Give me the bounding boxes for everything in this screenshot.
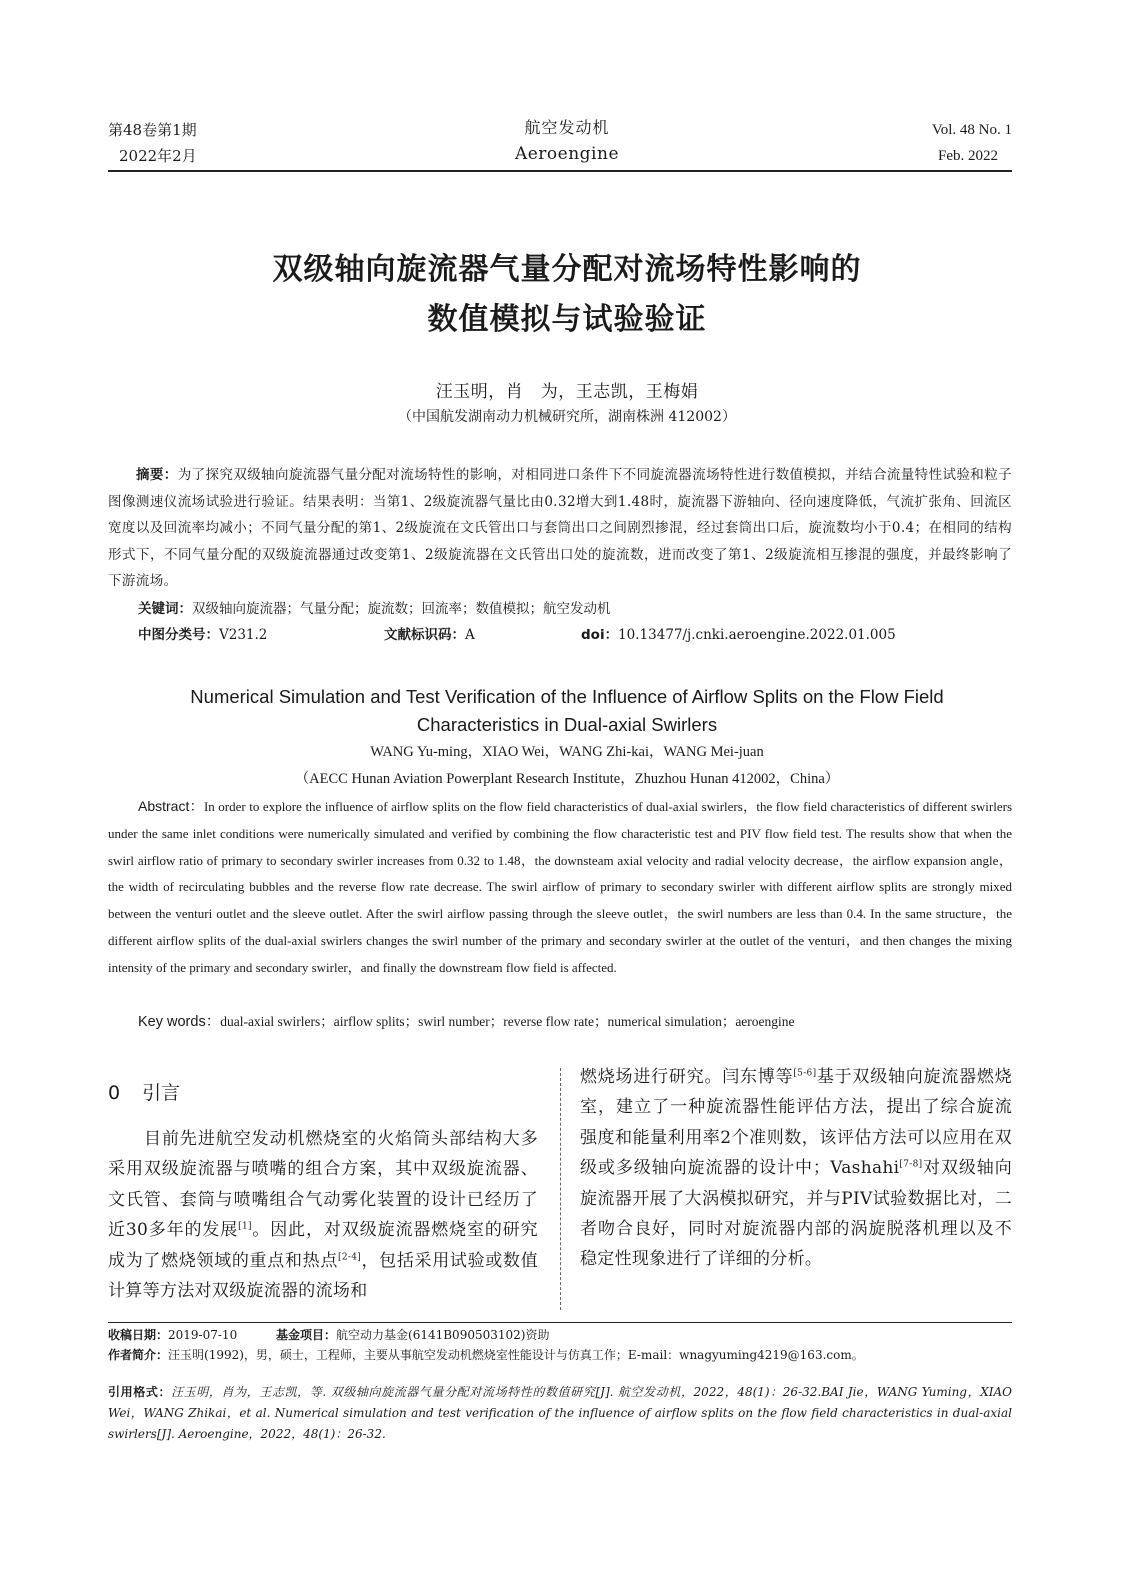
intro-text-5: 基于双级轴向旋流器燃烧室，建立了一种旋流器性能评估方法，提出了综合旋流强度和能量利用率2个准则数，该评估方法可以应用在双级或多级轴向旋流器的设计中；Vashahi	[580, 1067, 1012, 1179]
received-value: 2019-07-10	[168, 1328, 238, 1342]
abstract-en-text: In order to explore the influence of airflow splits on the flow field characteristics of dual-axial swirlers，the flow field characteristics of different swirlers under the same inlet conditions were numerically simulated and verified by combining the flow characteristic test and PIV flow field test. The results show that when the swirl airflow ratio of primary to secondary swirler increases from 0.32 to 1.48，the downsteam axial velocity and radial velocity decrease，the airflow expansion angle，the width of recirculating bubbles and the reverse flow rate decrease. The swirl airflow of primary to secondary swirler with different airflow splits are strongly mixed between the venturi outlet and the sleeve outlet. After the swirl airflow passing through the sleeve outlet，the swirl numbers are less than 0.4. In the same structure，the different airflow splits of the dual-axial swirlers changes the swirl number of the primary and secondary swirler at the outlet of the venturi，and then changes the mixing intensity of the primary and secondary swirler，and finally the downstream flow field is affected.	[108, 799, 1012, 975]
fund-project	[276, 1324, 549, 1346]
citation-format	[108, 1382, 1012, 1445]
header-rule	[108, 170, 1012, 172]
ref-7-8: [7-8]	[899, 1159, 923, 1170]
intro-left-paragraph	[108, 1124, 538, 1306]
volume-cn: 第48卷第1期	[108, 121, 197, 139]
abstract-cn-text: 为了探究双级轴向旋流器气量分配对流场特性的影响，对相同进口条件下不同旋流器流场特性进行数值模拟，并结合流量特性试验和粒子图像测速仪流场试验进行验证。结果表明：当第1、2级旋流器气量比由0.32增大到1.48时，旋流器下游轴向、径向速度降低，气流扩张角、回流区宽度以及回流率均减小；不同气量分配的第1、2级旋流在文氏管出口与套筒出口之间剧烈掺混，经过套筒出口后，旋流数均小于0.4；在相同的结构形式下，不同气量分配的双级旋流器通过改变第1、2级旋流器在文氏管出口处的旋流数，进而改变了第1、2级旋流相互掺混的强度，并最终影响了下游流场。	[108, 467, 1012, 589]
affiliation-en: （AECC Hunan Aviation Powerplant Research Institute，Zhuzhou Hunan 412002，China）	[294, 771, 840, 787]
doi	[581, 623, 896, 647]
keywords-cn	[138, 597, 611, 621]
keywords-en-label: Key words：	[138, 1014, 221, 1030]
citation-label: 引用格式：	[108, 1385, 172, 1399]
date-en: Feb. 2022	[938, 148, 998, 164]
doi-label: doi：	[581, 627, 619, 643]
clc-label: 中图分类号：	[138, 627, 219, 643]
title-en-line1: Numerical Simulation and Test Verification of the Influence of Airflow Splits on the Flow Field	[190, 686, 944, 707]
document-code-label: 文献标识码：	[384, 627, 465, 643]
abstract-cn-label: 摘要：	[136, 467, 178, 483]
author-bio	[108, 1344, 864, 1366]
section-title: 引言	[142, 1082, 181, 1104]
clc-value: V231.2	[219, 627, 268, 643]
affiliation-cn: （中国航发湖南动力机械研究所，湖南株洲 412002）	[398, 409, 736, 425]
date-cn: 2022年2月	[119, 147, 197, 165]
journal-name-cn: 航空发动机	[524, 118, 610, 137]
volume-en: Vol. 48 No. 1	[931, 122, 1012, 138]
ref-5-6: [5-6]	[793, 1068, 817, 1079]
title-en-line2: Characteristics in Dual-axial Swirlers	[416, 714, 718, 735]
title-cn-line1: 双级轴向旋流器气量分配对流场特性影响的	[272, 252, 862, 287]
keywords-en-text: dual-axial swirlers；airflow splits；swirl number；reverse flow rate；numerical simulation；aeroengine	[220, 1014, 795, 1029]
author-bio-value: 汪玉明(1992)，男，硕士，工程师，主要从事航空发动机燃烧室性能设计与仿真工作；E-mail：wnagyuming4219@163.com。	[168, 1348, 864, 1362]
keywords-cn-label: 关键词：	[138, 601, 192, 617]
authors-en: WANG Yu-ming，XIAO Wei，WANG Zhi-kai，WANG Mei-juan	[370, 744, 764, 760]
ref-1: [1]	[238, 1221, 252, 1232]
ref-2-4: [2-4]	[338, 1251, 362, 1262]
keywords-cn-text: 双级轴向旋流器；气量分配；旋流数；回流率；数值模拟；航空发动机	[192, 601, 611, 617]
abstract-en-label: Abstract：	[138, 798, 204, 814]
footnote-rule	[108, 1322, 1012, 1323]
keywords-en	[138, 1009, 795, 1035]
column-divider	[560, 1068, 561, 1310]
abstract-cn	[108, 462, 1012, 595]
author-bio-label: 作者简介：	[108, 1348, 169, 1362]
document-code	[384, 623, 475, 647]
abstract-en	[108, 793, 1012, 982]
intro-text-3: ，包括采用试验或数值计算等方法对双级旋流器的流场和	[108, 1250, 538, 1302]
section-heading-intro	[108, 1078, 180, 1108]
intro-text-6: 对双级轴向旋流器开展了大涡模拟研究，并与PIV试验数据比对，二者吻合良好，同时对旋流器内部的涡旋脱落机理以及不稳定性现象进行了详细的分析。	[580, 1158, 1012, 1270]
received-label: 收稿日期：	[108, 1328, 169, 1342]
journal-name-en: Aeroengine	[514, 144, 620, 164]
doi-value: 10.13477/j.cnki.aeroengine.2022.01.005	[618, 627, 896, 643]
section-number: 0	[108, 1082, 121, 1104]
fund-value: 航空动力基金(6141B090503102)资助	[336, 1328, 550, 1342]
received-date	[108, 1324, 237, 1346]
citation-text: 汪玉明，肖为，王志凯，等. 双级轴向旋流器气量分配对流场特性的数值研究[J]. 航空发动机，2022，48(1)：26-32.BAI Jie，WANG Yuming，XIAO Wei，WANG Zhikai，et al. Numerical simulation and test verification of the influence of airflow splits on the flow field characteristics in dual-axial swirlers[J]. Aeroengine，2022，48(1)：26-32.	[108, 1385, 1012, 1441]
intro-text-1: 目前先进航空发动机燃烧室的火焰筒头部结构大多采用双级旋流器与喷嘴的组合方案，其中双级旋流器、文氏管、套筒与喷嘴组合气动雾化装置的设计已经历了近30多年的发展	[108, 1129, 538, 1241]
fund-label: 基金项目：	[276, 1328, 337, 1342]
clc-number	[138, 623, 267, 647]
title-cn-line2: 数值模拟与试验验证	[427, 302, 707, 337]
authors-cn: 汪玉明，肖 为，王志凯，王梅娟	[435, 382, 699, 402]
intro-right-paragraph	[580, 1062, 1012, 1275]
document-code-value: A	[465, 627, 475, 643]
intro-text-2: 。因此，对双级旋流器燃烧室的研究成为了燃烧领域的重点和热点	[108, 1220, 538, 1271]
intro-text-4: 燃烧场进行研究。闫东博等	[580, 1067, 794, 1087]
